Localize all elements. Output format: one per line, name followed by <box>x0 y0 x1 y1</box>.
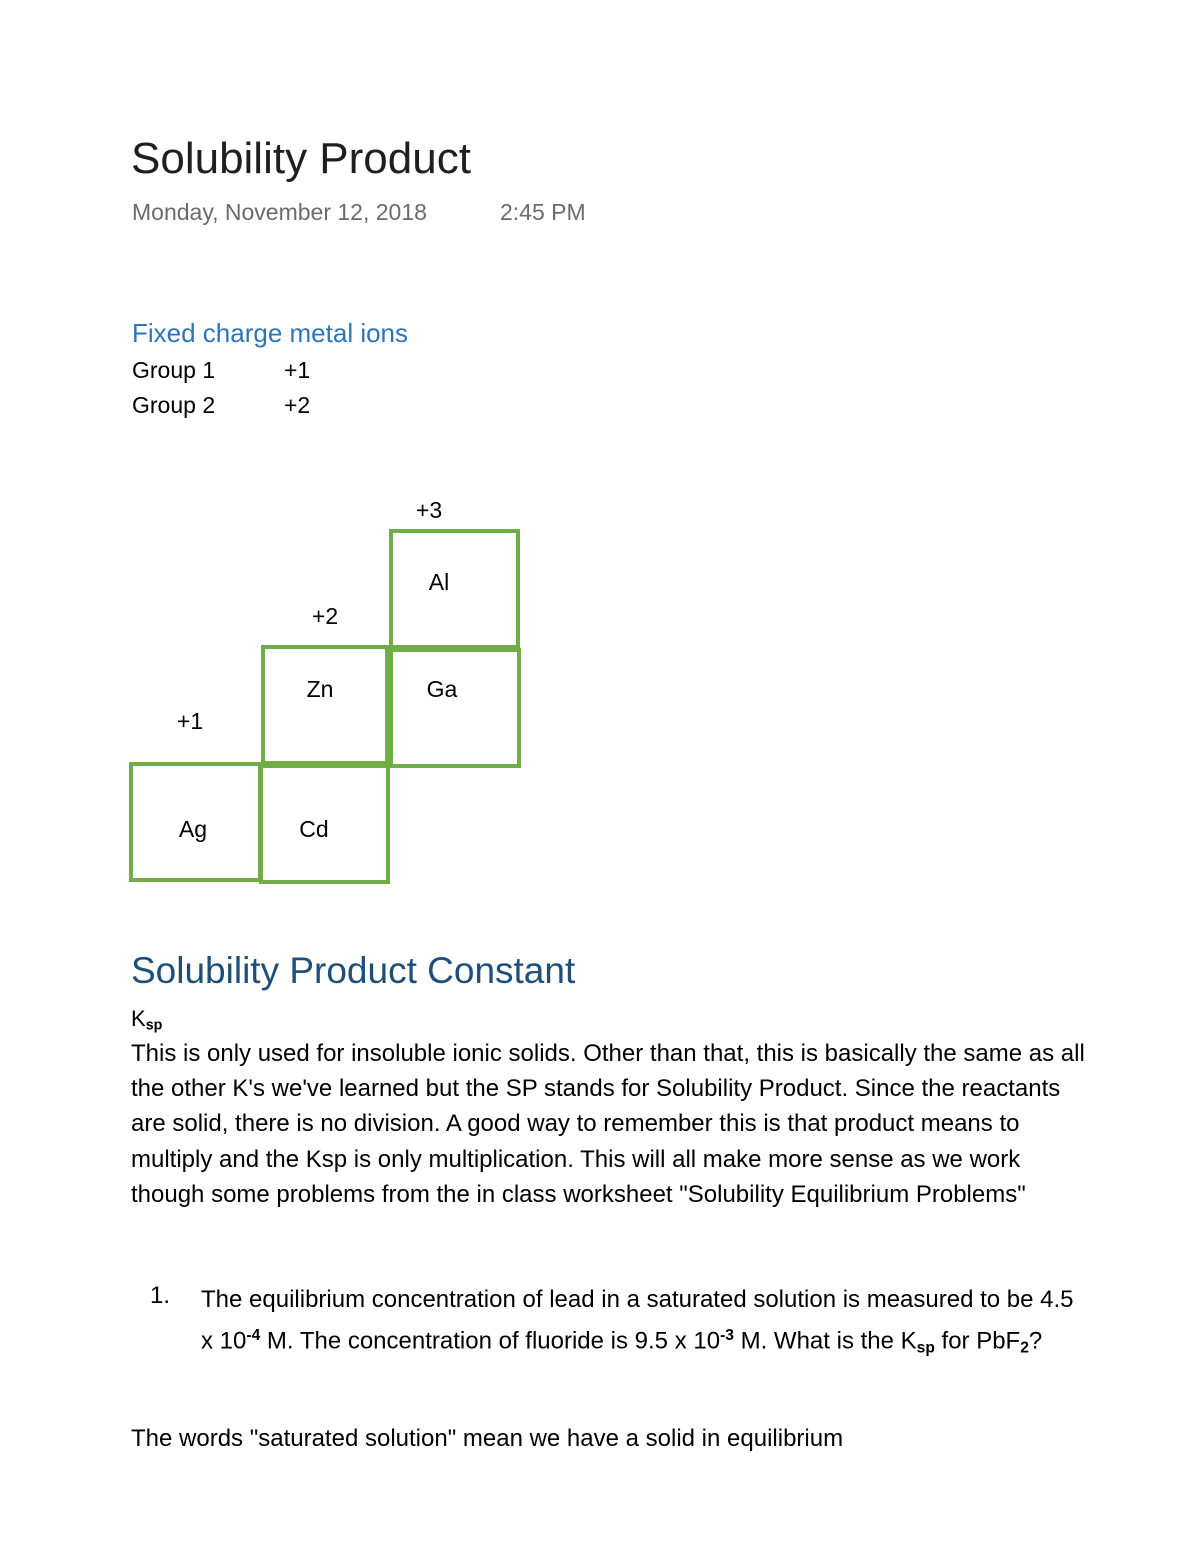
ksp-symbol: $K_{sp}$ <box>131 1006 163 1034</box>
element-box-ag <box>129 762 262 882</box>
group-1-charge: +1 <box>284 357 311 383</box>
ksp-explanation: This is only used for insoluble ionic solids. Other than that, this is basically the same as all the other K's we've learned but the SP stands for Solubility Product. Since the reactants are solid, there is no division. A good way to remember this is that product means to multiply and the Ksp is only multiplication. This will all make more sense as we work though some problems from the in class worksheet "Solubility Equilibrium Problems" <box>131 1040 1085 1208</box>
section-heading-ksp: Solubility Product Constant <box>131 950 576 991</box>
element-box-zn <box>261 645 389 765</box>
group-2-charge: +2 <box>284 392 311 418</box>
element-box-ga <box>389 648 521 768</box>
element-symbol-ag: Ag <box>178 816 208 842</box>
element-symbol-ga: Ga <box>426 676 458 702</box>
question-1-text: The equilibrium concentration of lead in a saturated solution is measured to be 4.5 x $10^{-4}$ M. The concentration of fluoride is 9.5 x $10^{-3}$ M. What is the $K_{sp}$ for PbF$_2$? <box>201 1286 1074 1356</box>
group-2-label: Group 2 <box>132 392 216 418</box>
page-time: 2:45 PM <box>500 199 586 225</box>
charge-label-plus2: +2 <box>311 603 339 629</box>
cut-off-line: The words "saturated solution" mean we have a solid in equilibrium <box>131 1425 844 1452</box>
question-number: 1. <box>150 1282 171 1309</box>
charge-label-plus3: +3 <box>415 497 443 523</box>
page-title: Solubility Product <box>131 134 471 183</box>
element-box-cd <box>259 764 390 884</box>
element-symbol-al: Al <box>428 569 450 595</box>
element-symbol-cd: Cd <box>299 816 329 842</box>
group-1-label: Group 1 <box>132 357 216 383</box>
element-box-al <box>389 529 520 649</box>
section-heading-fixed-charge: Fixed charge metal ions <box>132 318 409 348</box>
charge-label-plus1: +1 <box>176 708 204 734</box>
page-date: Monday, November 12, 2018 <box>132 199 427 225</box>
element-symbol-zn: Zn <box>306 676 334 702</box>
